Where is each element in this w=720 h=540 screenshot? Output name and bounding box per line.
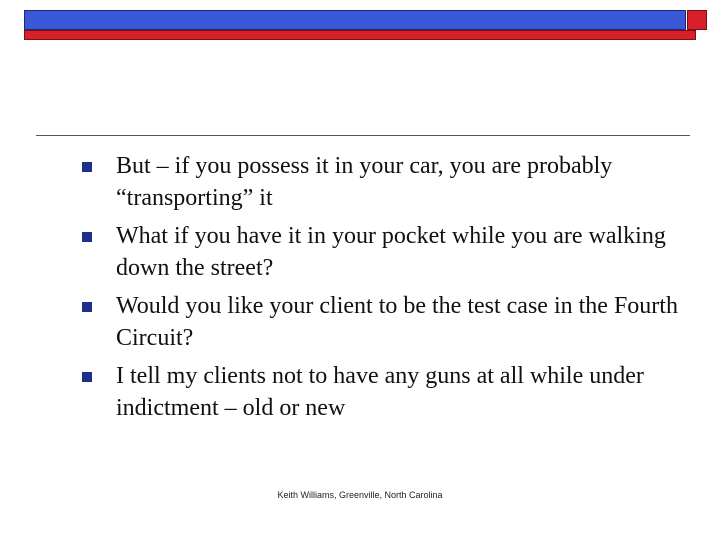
bullet-item [0, 290, 720, 354]
bullet-item [0, 220, 720, 284]
square-bullet-icon [82, 372, 92, 382]
bullet-item [0, 150, 720, 214]
header-blue-bar [24, 10, 686, 30]
footer-text: Keith Williams, Greenville, North Carolina [277, 490, 443, 500]
title-divider [36, 135, 690, 136]
header-red-square [687, 10, 707, 30]
bullet-list [0, 150, 720, 430]
bullet-text: I tell my clients not to have any guns at all while under indictment – old or new [116, 363, 644, 421]
bullet-text: But – if you possess it in your car, you are probably “transporting” it [116, 153, 613, 211]
header-red-bar [24, 30, 696, 40]
bullet-text: Would you like your client to be the test case in the Fourth Circuit? [116, 293, 678, 351]
square-bullet-icon [82, 162, 92, 172]
square-bullet-icon [82, 302, 92, 312]
square-bullet-icon [82, 232, 92, 242]
bullet-text: What if you have it in your pocket while you are walking down the street? [116, 223, 666, 281]
bullet-item [0, 360, 720, 424]
